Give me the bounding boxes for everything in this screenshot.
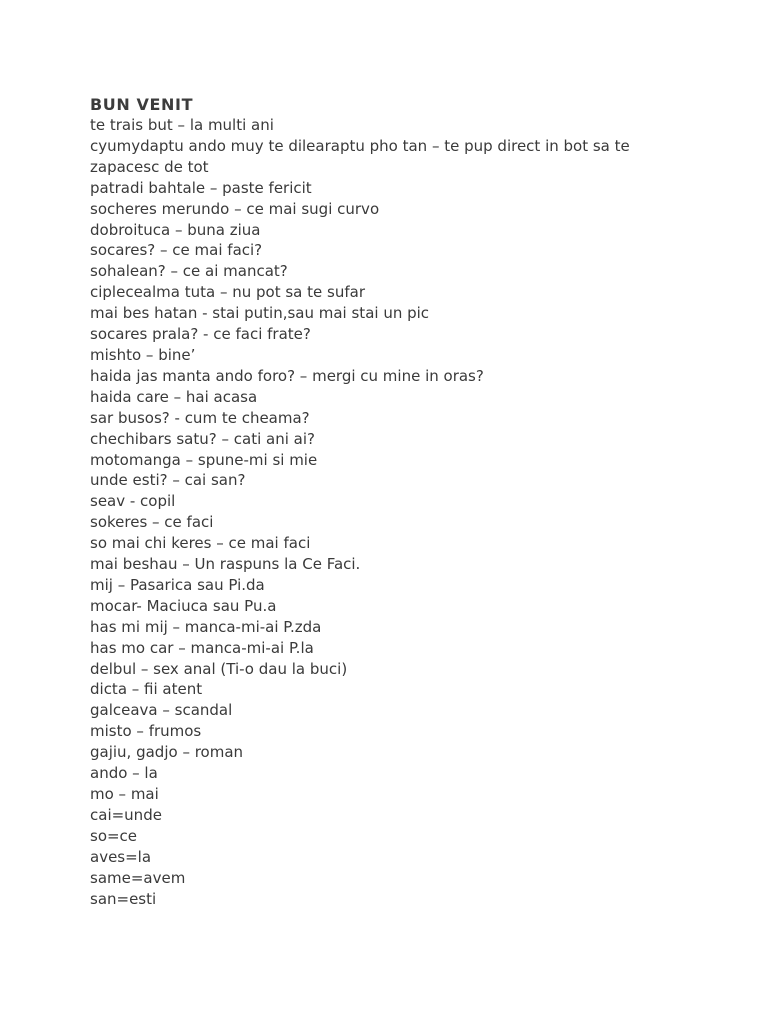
phrase-line: sokeres – ce faci bbox=[90, 513, 214, 532]
phrase-line: galceava – scandal bbox=[90, 701, 233, 720]
phrase-line: mai bes hatan - stai putin,sau mai stai un pic bbox=[90, 304, 430, 323]
phrase-line: dicta – fii atent bbox=[90, 680, 203, 699]
document-body bbox=[90, 94, 690, 909]
phrase-line: socheres merundo – ce mai sugi curvo bbox=[90, 199, 380, 218]
phrase-line: so=ce bbox=[90, 826, 138, 845]
phrase-line: patradi bahtale – paste fericit bbox=[90, 178, 312, 197]
phrase-line: has mi mij – manca-mi-ai P.zda bbox=[90, 617, 322, 636]
phrase-line: mocar- Maciuca sau Pu.a bbox=[90, 596, 277, 615]
phrase-line: delbul – sex anal (Ti-o dau la buci) bbox=[90, 659, 348, 678]
phrase-line: mishto – bine’ bbox=[90, 345, 196, 364]
phrase-line: haida jas manta ando foro? – mergi cu mine in oras? bbox=[90, 366, 484, 385]
phrase-line: socares? – ce mai faci? bbox=[90, 241, 263, 260]
phrase-line: seav - copil bbox=[90, 492, 176, 511]
phrase-line: san=esti bbox=[90, 889, 157, 908]
phrase-line: chechibars satu? – cati ani ai? bbox=[90, 429, 315, 448]
phrase-line: unde esti? – cai san? bbox=[90, 471, 246, 490]
phrase-line: cyumydaptu ando muy te dilearaptu pho tan – te pup direct in bot sa te zapacesc de tot bbox=[90, 136, 630, 176]
phrase-line: cai=unde bbox=[90, 805, 162, 824]
phrase-line: ciplecealma tuta – nu pot sa te sufar bbox=[90, 283, 365, 302]
phrase-line: mij – Pasarica sau Pi.da bbox=[90, 575, 265, 594]
phrase-line: mai beshau – Un raspuns la Ce Faci. bbox=[90, 555, 361, 574]
phrase-line: ando – la bbox=[90, 764, 158, 783]
phrase-line: aves=la bbox=[90, 847, 152, 866]
phrase-line: te trais but – la multi ani bbox=[90, 116, 274, 134]
phrase-line: motomanga – spune-mi si mie bbox=[90, 450, 318, 469]
phrase-line: gajiu, gadjo – roman bbox=[90, 743, 244, 762]
document-title: BUN VENIT bbox=[90, 95, 194, 114]
phrase-line: misto – frumos bbox=[90, 722, 202, 741]
phrase-line: dobroituca – buna ziua bbox=[90, 220, 261, 239]
phrase-line: has mo car – manca-mi-ai P.la bbox=[90, 638, 314, 657]
phrase-line: haida care – hai acasa bbox=[90, 387, 258, 406]
phrase-line: sohalean? – ce ai mancat? bbox=[90, 262, 288, 281]
phrase-line: socares prala? - ce faci frate? bbox=[90, 325, 311, 344]
phrase-line: sar busos? - cum te cheama? bbox=[90, 408, 310, 427]
phrase-line: same=avem bbox=[90, 868, 186, 887]
phrase-line: mo – mai bbox=[90, 785, 159, 803]
phrase-line: so mai chi keres – ce mai faci bbox=[90, 534, 311, 553]
